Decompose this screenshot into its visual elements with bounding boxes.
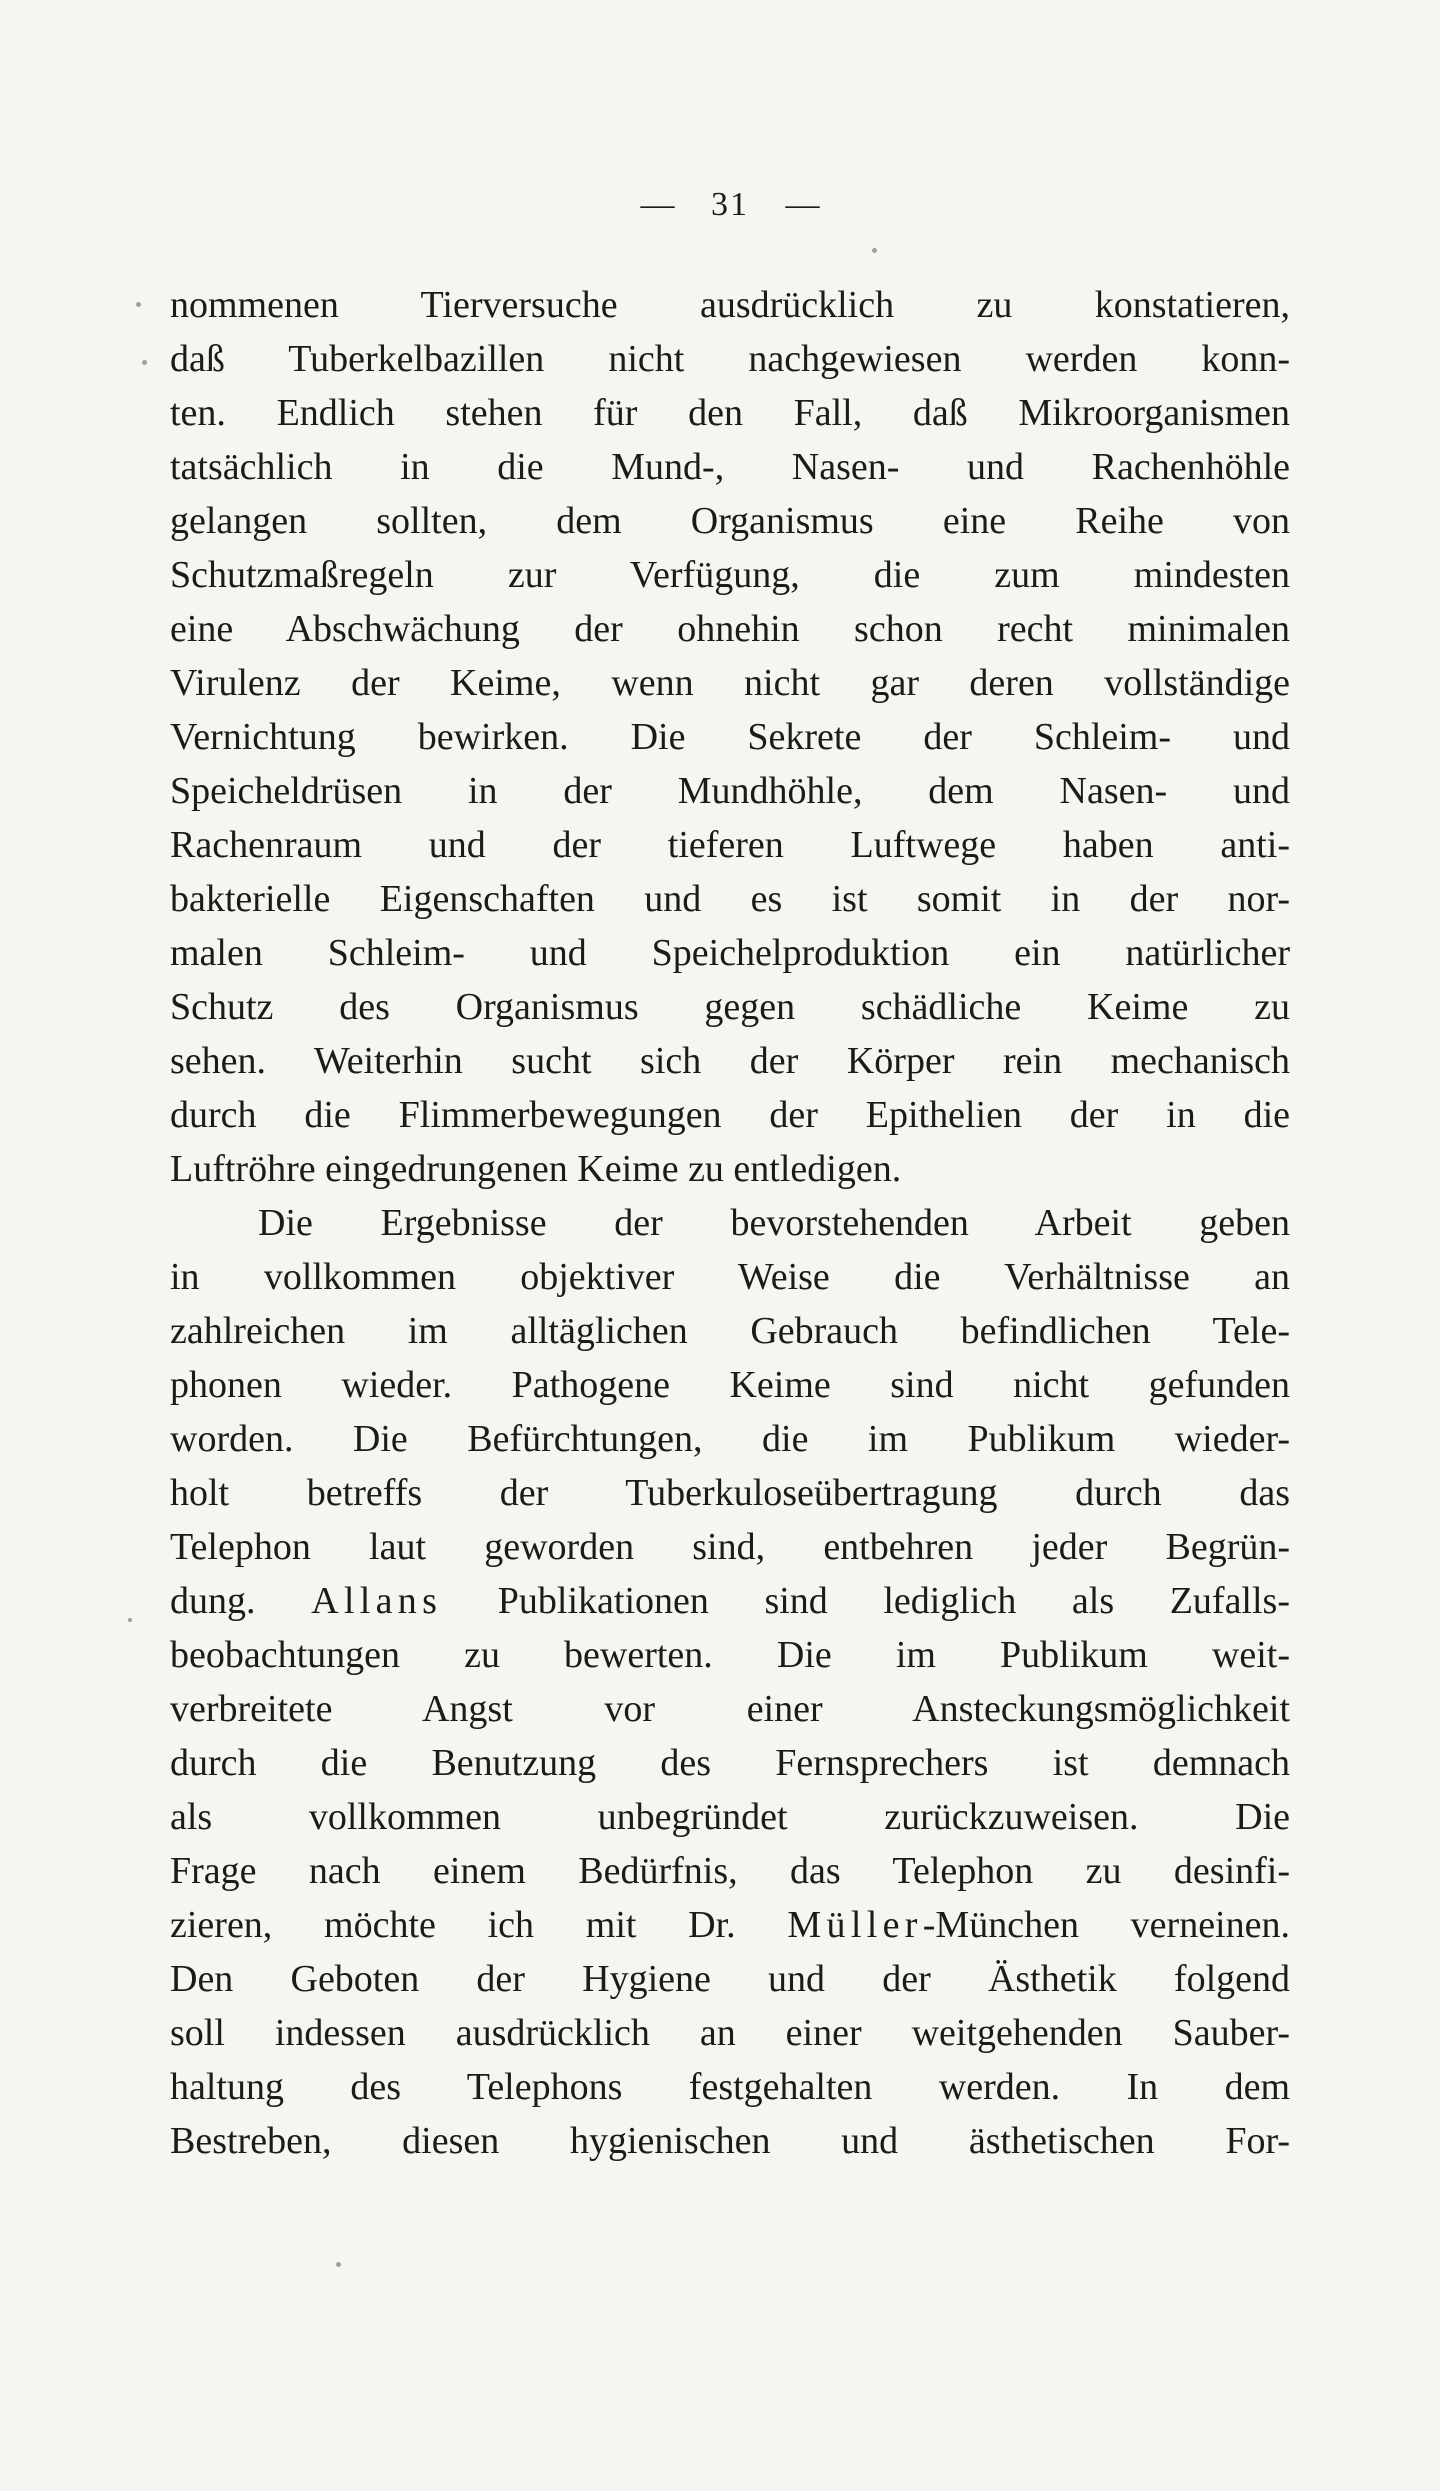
text-segment: zahlreichen im alltäglichen Gebrauch befindlichen Tele-: [170, 1310, 1290, 1352]
text-segment: bakterielle Eigenschaften und es ist somit in der nor-: [170, 878, 1290, 920]
text-segment: daß Tuberkelbazillen nicht nachgewiesen werden konn-: [170, 338, 1290, 380]
page-header: [170, 186, 1290, 224]
text-line: [170, 1952, 1290, 2006]
text-line: [170, 494, 1290, 548]
text-segment: Speicheldrüsen in der Mundhöhle, dem Nasen- und: [170, 770, 1290, 812]
text-segment: Publikationen sind lediglich als Zufalls-: [442, 1580, 1290, 1622]
text-segment: tatsächlich in die Mund-, Nasen- und Rachenhöhle: [170, 446, 1290, 488]
text-line: [170, 656, 1290, 710]
text-line: [170, 548, 1290, 602]
text-segment: Vernichtung bewirken. Die Sekrete der Schleim- und: [170, 716, 1290, 758]
text-segment: Virulenz der Keime, wenn nicht gar deren vollständige: [170, 662, 1290, 704]
text-line: [170, 1790, 1290, 1844]
text-line: [170, 818, 1290, 872]
text-segment: phonen wieder. Pathogene Keime sind nicht gefunden: [170, 1364, 1290, 1406]
text-line: [170, 1196, 1290, 1250]
scan-speck: [128, 1618, 132, 1622]
scan-speck: [336, 2262, 341, 2267]
text-line: [170, 1628, 1290, 1682]
text-segment: durch die Flimmerbewegungen der Epithelien der in die: [170, 1094, 1290, 1136]
text-line: [170, 1466, 1290, 1520]
text-line: [170, 1898, 1290, 1952]
text-segment: Telephon laut geworden sind, entbehren jeder Begrün-: [170, 1526, 1290, 1568]
scan-speck: [872, 248, 877, 253]
text-line: [170, 332, 1290, 386]
text-segment: Schutz des Organismus gegen schädliche Keime zu: [170, 986, 1290, 1028]
text-segment: sehen. Weiterhin sucht sich der Körper rein mechanisch: [170, 1040, 1290, 1082]
text-segment: ten. Endlich stehen für den Fall, daß Mikroorganismen: [170, 392, 1290, 434]
text-segment: Frage nach einem Bedürfnis, das Telephon zu desinfi-: [170, 1850, 1290, 1892]
header-dash-right: —: [785, 186, 820, 223]
text-line: [170, 1142, 1290, 1196]
text-segment: Luftröhre eingedrungenen Keime zu entledigen.: [170, 1148, 902, 1190]
text-segment: haltung des Telephons festgehalten werden. In dem: [170, 2066, 1290, 2108]
text-segment: malen Schleim- und Speichelproduktion ein natürlicher: [170, 932, 1290, 974]
text-line: [170, 764, 1290, 818]
text-line: [170, 1304, 1290, 1358]
text-segment: worden. Die Befürchtungen, die im Publikum wieder-: [170, 1418, 1290, 1460]
text-segment: Die Ergebnisse der bevorstehenden Arbeit geben: [258, 1202, 1290, 1244]
text-segment: gelangen sollten, dem Organismus eine Reihe von: [170, 500, 1290, 542]
text-line: [170, 1412, 1290, 1466]
text-block: [170, 278, 1290, 2168]
emphasized-word: Allans: [311, 1580, 443, 1622]
text-segment: soll indessen ausdrücklich an einer weitgehenden Sauber-: [170, 2012, 1290, 2054]
text-segment: in vollkommen objektiver Weise die Verhältnisse an: [170, 1256, 1290, 1298]
text-line: [170, 440, 1290, 494]
text-line: [170, 2006, 1290, 2060]
text-segment: durch die Benutzung des Fernsprechers ist demnach: [170, 1742, 1290, 1784]
text-line: [170, 1574, 1290, 1628]
text-segment: Schutzmaßregeln zur Verfügung, die zum mindesten: [170, 554, 1290, 596]
text-line: [170, 1736, 1290, 1790]
text-segment: dung.: [170, 1580, 312, 1622]
text-line: [170, 2060, 1290, 2114]
scan-speck: [142, 360, 147, 365]
text-segment: Den Geboten der Hygiene und der Ästhetik folgend: [170, 1958, 1290, 2000]
text-line: [170, 602, 1290, 656]
text-line: [170, 980, 1290, 1034]
text-line: [170, 2114, 1290, 2168]
text-line: [170, 1358, 1290, 1412]
text-line: [170, 872, 1290, 926]
text-line: [170, 1034, 1290, 1088]
text-line: [170, 1682, 1290, 1736]
text-segment: als vollkommen unbegründet zurückzuweisen. Die: [170, 1796, 1290, 1838]
text-line: [170, 926, 1290, 980]
text-line: [170, 278, 1290, 332]
header-dash-left: —: [640, 186, 675, 223]
text-segment: zieren, möchte ich mit Dr.: [170, 1904, 788, 1946]
emphasized-word: Müller: [787, 1904, 923, 1946]
text-segment: holt betreffs der Tuberkuloseübertragung durch das: [170, 1472, 1290, 1514]
text-line: [170, 1088, 1290, 1142]
text-segment: verbreitete Angst vor einer Ansteckungsmöglichkeit: [170, 1688, 1290, 1730]
text-line: [170, 1250, 1290, 1304]
text-line: [170, 1520, 1290, 1574]
text-line: [170, 1844, 1290, 1898]
text-line: [170, 710, 1290, 764]
text-segment: Bestreben, diesen hygienischen und ästhetischen For-: [170, 2120, 1290, 2162]
text-segment: nommenen Tierversuche ausdrücklich zu konstatieren,: [170, 284, 1290, 326]
page-number: 31: [711, 186, 749, 223]
text-line: [170, 386, 1290, 440]
text-segment: eine Abschwächung der ohnehin schon recht minimalen: [170, 608, 1290, 650]
text-segment: Rachenraum und der tieferen Luftwege haben anti-: [170, 824, 1290, 866]
text-segment: beobachtungen zu bewerten. Die im Publikum weit-: [170, 1634, 1290, 1676]
text-segment: -München verneinen.: [922, 1904, 1290, 1946]
scan-speck: [136, 302, 141, 307]
